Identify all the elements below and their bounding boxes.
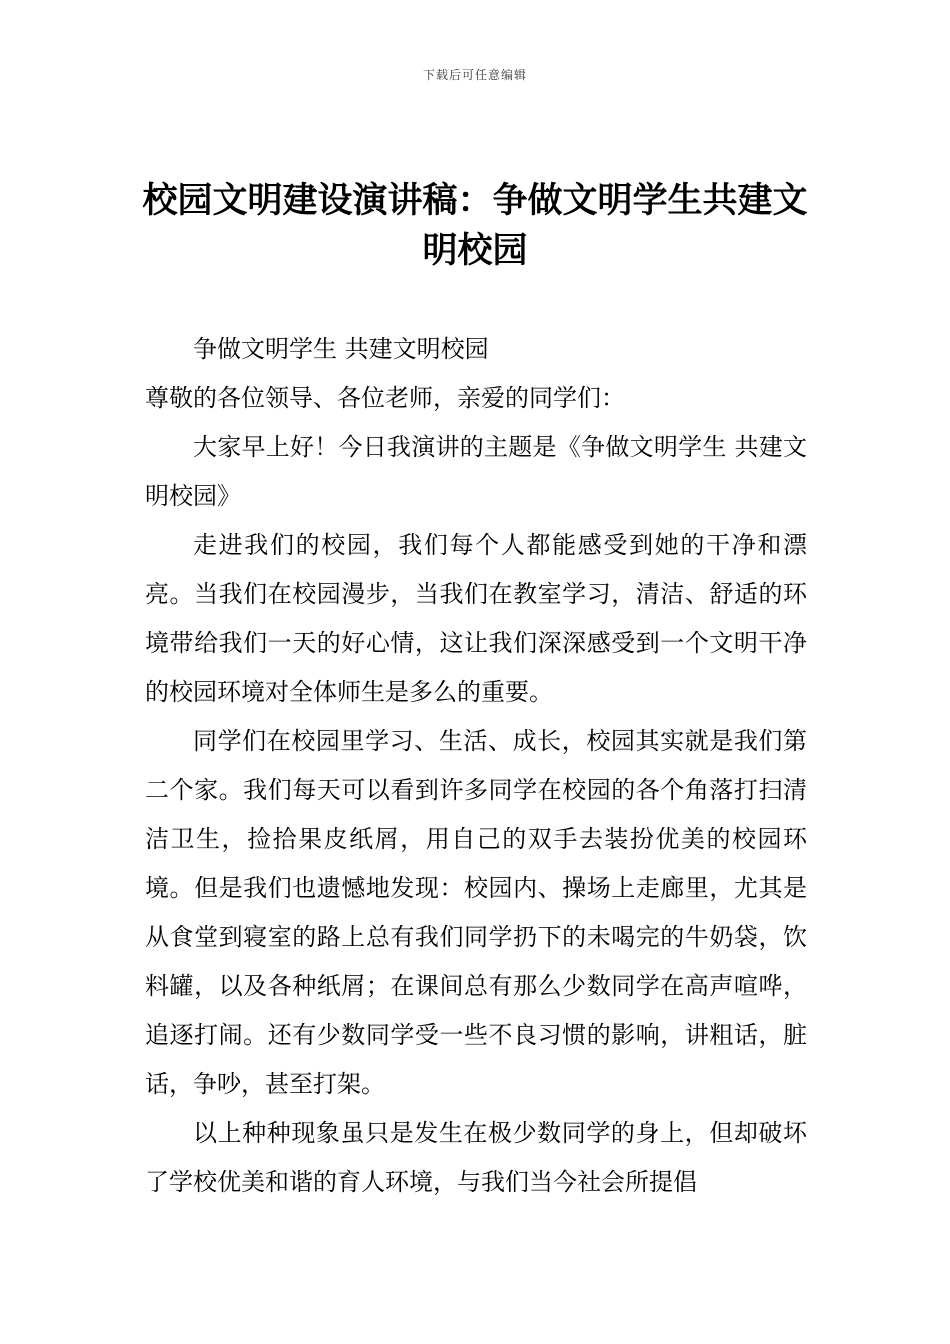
paragraph-body: 同学们在校园里学习、生活、成长，校园其实就是我们第二个家。我们每天可以看到许多同学在校园的各个角落打扫清洁卫生，捡拾果皮纸屑，用自己的双手去装扮优美的校园环境。但是我们也遗憾地发现：校园内、操场上走廊里，尤其是从食堂到寝室的路上总有我们同学扔下的未喝完的牛奶袋，饮料罐，以及各种纸屑；在课间总有那么少数同学在高声喧哗，追逐打闹。还有少数同学受一些不良习惯的影响，讲粗话，脏话，争吵，甚至打架。	[145, 727, 807, 1098]
header-note: 下载后可任意编辑	[422, 68, 527, 82]
paragraph-body: 走进我们的校园，我们每个人都能感受到她的干净和漂亮。当我们在校园漫步，当我们在教室学习，清洁、舒适的环境带给我们一天的好心情，这让我们深深感受到一个文明干净的校园环境对全体师生是多么的重要。	[145, 531, 807, 706]
paragraph-body: 以上种种现象虽只是发生在极少数同学的身上，但却破坏了学校优美和谐的育人环境，与我们当今社会所提倡	[145, 1119, 807, 1196]
paragraph-subtitle: 争做文明学生 共建文明校园	[193, 335, 489, 363]
paragraph-salutation: 尊敬的各位领导、各位老师，亲爱的同学们：	[145, 384, 625, 412]
document-title: 校园文明建设演讲稿：争做文明学生共建文明校园	[142, 180, 808, 271]
document-body	[145, 325, 807, 1207]
paragraph-greeting: 大家早上好！今日我演讲的主题是《争做文明学生 共建文明校园》	[145, 433, 807, 510]
